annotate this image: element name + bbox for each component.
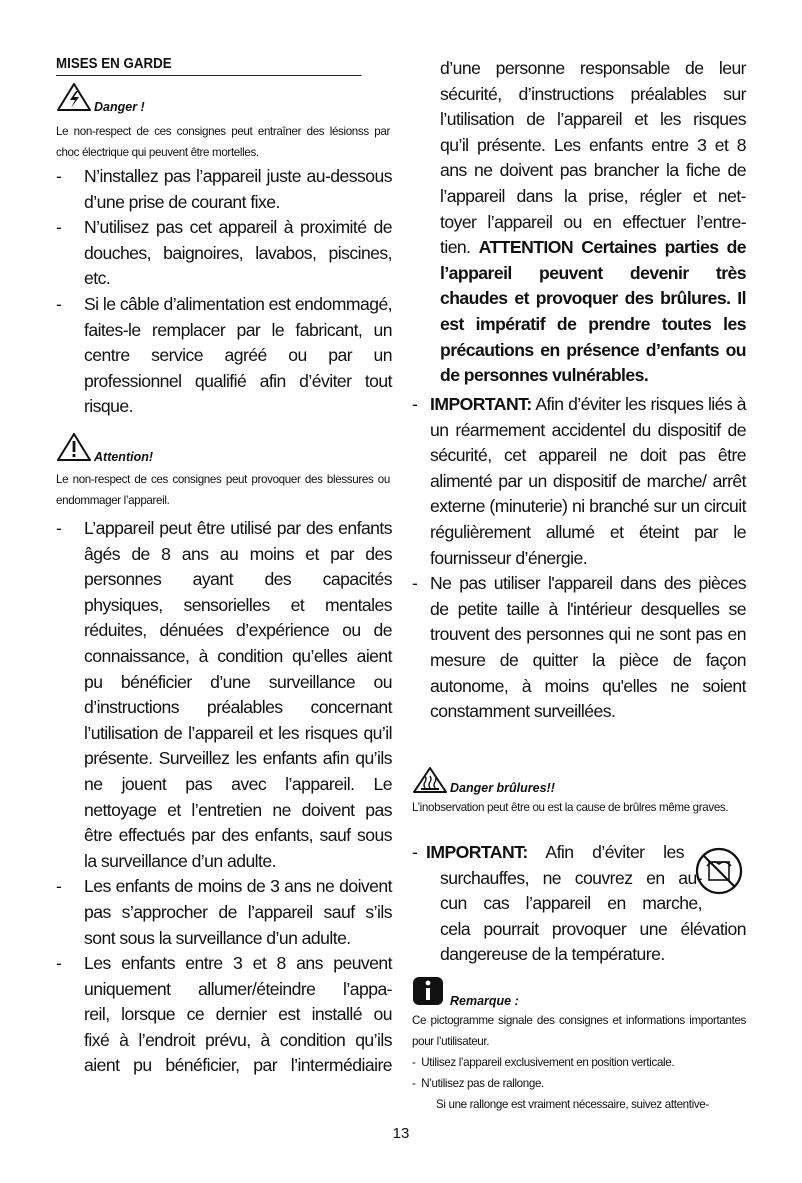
attention-item3-continuation: d’une personne responsable de leur sécurité, d’instructions préalables sur l’utilisation de l’appareil et les risques qu’il présente. Les enfants entre 3 et 8 ans ne doivent pas brancher la fiche de l’appareil dans la prise, régler et net- toyer l’appareil ou en effectuer l’entre- tien. ATTENTION Certaines parties de l’appareil peuvent devenir très chaudes et provoquer des brûlures. Il est impératif de prendre toutes les précautions en présence d’enfants ou de personnes vulnérables. bbox=[440, 58, 746, 386]
attention-title: Attention! bbox=[94, 450, 154, 464]
attention-title-row bbox=[56, 432, 153, 462]
attention-item3-start: Les enfants entre 3 et 8 ans peuvent uniquement allumer/éteindre l’appa- reil, lorsque ce dernier est installé ou fixé à l’endroit prévu, à condition qu’ils aient pu bénéficier, par l’intermédiaire bbox=[84, 953, 392, 1076]
note-title-row bbox=[412, 976, 519, 1006]
list-item: - L’appareil peut être utilisé par des enfants âgés de 8 ans au moins et par des personnes ayant des capacités physiques, sensorielles et mentales réduites, dénuées d’expérience ou de connaissance, à condition qu’elles aient pu bénéficier d’une surveillance ou d’instructions préalables concernant l’utilisation de l’appareil et les risques qu’il présente. Surveillez les enfants afin qu’ils ne jouent pas avec l’appareil. Le nettoyage et l’entretien ne doivent pas être effectués par des enfants, sauf sous la surveillance d’un adulte. bbox=[56, 518, 392, 871]
attention-list bbox=[56, 516, 392, 1079]
list-item: - Les enfants de moins de 3 ans ne doivent pas s’approcher de l’appareil sauf s’ils sont sous la surveillance d’un adulte. bbox=[56, 876, 392, 948]
list-item: - Si le câble d’alimentation est endommagé, faites-le remplacer par le fabricant, un centre service agréé ou par un professionnel qualifié afin d’éviter tout risque. bbox=[56, 293, 393, 417]
hot-surface-icon bbox=[412, 766, 448, 794]
burns-title: Danger brûlures!! bbox=[450, 781, 555, 795]
important-label: IMPORTANT: bbox=[430, 394, 532, 414]
electric-hazard-icon bbox=[56, 82, 92, 112]
burns-important: - IMPORTANT: Afin d’éviter les surchauffes, ne couvrez en au- cun cas l’appareil en marche, cela pourrait provoquer une élévation dangereuse de la température. bbox=[412, 842, 746, 965]
burns-intro: L’inobservation peut être ou est la cause de brûlres même graves. bbox=[412, 801, 729, 814]
list-item: - IMPORTANT: Afin d’éviter les risques liés à un réarmement accidentel du dispositif de sécurité, cet appareil ne doit pas être alimenté par un dispositif de marche/ arrêt externe (minuterie) ni branché sur un circuit régulièrement allumé et éteint par le fournisseur d’énergie. bbox=[412, 394, 747, 568]
do-not-cover-icon bbox=[694, 846, 744, 896]
attention-bold-warning: ATTENTION Certaines parties de l’appareil peuvent devenir très chaudes et provoquer des brûlures. Il est impératif de prendre toutes les précautions en présence d’enfants ou de personnes vulnérables. bbox=[440, 237, 746, 386]
important-label: IMPORTANT: bbox=[426, 842, 528, 862]
danger-intro: Le non-respect de ces consignes peut entraîner des lésionss par choc électrique qui peuvent être mortelles. bbox=[56, 125, 390, 159]
list-item: - N’installez pas l’appareil juste au-dessous d’une prise de courant fixe. bbox=[56, 166, 392, 212]
warning-icon bbox=[56, 432, 92, 462]
burns-title-row bbox=[412, 766, 555, 794]
note-title: Remarque : bbox=[450, 994, 519, 1008]
list-item: - N’utilisez pas cet appareil à proximité de douches, baignoires, lavabos, piscines, etc. bbox=[56, 217, 392, 289]
list-item: - Utilisez l’appareil exclusivement en position verticale. bbox=[412, 1056, 675, 1069]
section-heading: MISES EN GARDE bbox=[56, 56, 361, 76]
list-item: - N’utilisez pas de rallonge. bbox=[412, 1077, 544, 1090]
danger-list bbox=[56, 164, 392, 420]
danger-title: Danger ! bbox=[94, 100, 145, 114]
info-icon bbox=[412, 976, 444, 1006]
list-item: - Ne pas utiliser l'appareil dans des pièces de petite taille à l'intérieur desquelles se trouvent des personnes qui ne sont pas en mesure de quitter la pièce de façon autonome, à moins qu'elles ne soient constamment surveillées. bbox=[412, 573, 746, 722]
danger-title-row bbox=[56, 82, 145, 112]
attention-intro: Le non-respect de ces consignes peut provoquer des blessures ou endommager l’appareil. bbox=[56, 473, 390, 507]
attention-list-continued bbox=[412, 392, 746, 725]
note-continuation: Si une rallonge est vraiment nécessaire, suivez attentive- bbox=[436, 1098, 709, 1111]
page-number: 13 bbox=[392, 1125, 410, 1142]
note-intro: Ce pictogramme signale des consignes et informations importantes pour l’utilisateur. bbox=[412, 1014, 746, 1048]
list-item: - Les enfants entre 3 et 8 ans peuvent uniquement allumer/éteindre l’appa- reil, lorsque ce dernier est installé ou fixé à l’endroit prévu, à condition qu’ils aient pu bénéficier, par l’intermédiaire bbox=[56, 951, 392, 1079]
